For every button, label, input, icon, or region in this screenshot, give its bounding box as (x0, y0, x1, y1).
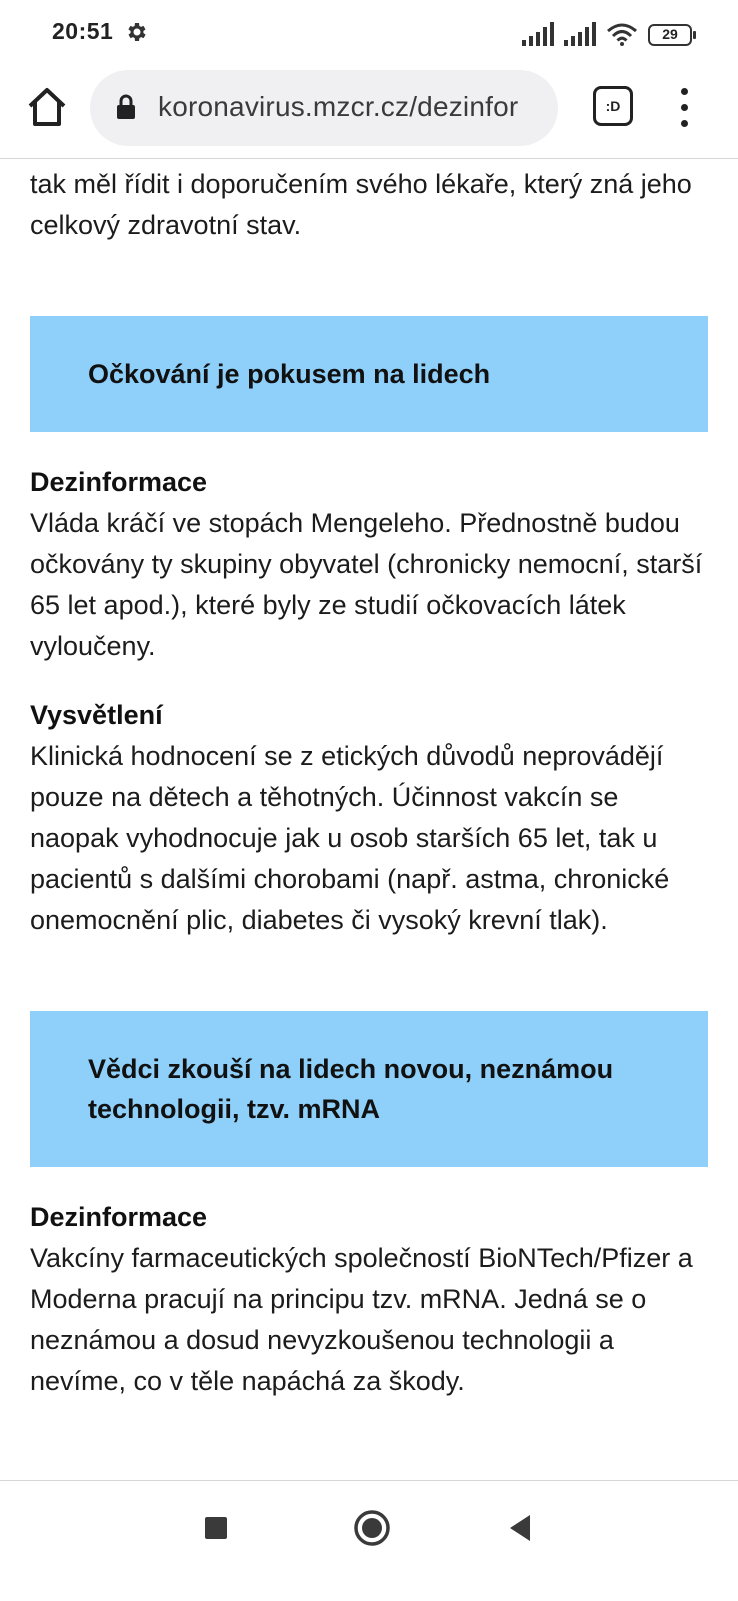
tab-switcher-icon[interactable]: :D (593, 86, 633, 126)
section-heading: Vědci zkouší na lidech novou, neznámou technologii, tzv. mRNA (88, 1054, 614, 1124)
disinfo-label: Dezinformace (30, 1202, 208, 1232)
browser-toolbar (0, 66, 738, 159)
explanation-text: Klinická hodnocení se z etických důvodů neprovádějí pouze na dětech a těhotných. Účinnost vakcín se naopak vyhodnocuje jak u osob starších 65 let, tak u pacientů s dalšími chorobami (např. astma, chronické onemocnění plic, diabetes či vysoký krevní tlak). (30, 741, 670, 935)
url-text: koronavirus.mzcr.cz/dezinfor (158, 91, 519, 122)
signal-icon (522, 22, 554, 46)
explanation-label: Vysvětlení (30, 700, 163, 730)
lock-icon (116, 94, 136, 120)
gear-icon (124, 20, 148, 44)
system-nav-bar (0, 1480, 738, 1601)
back-icon[interactable] (508, 1513, 532, 1543)
battery-icon: 29 (648, 24, 692, 46)
status-time: 20:51 (52, 18, 114, 44)
section-heading: Očkování je pokusem na lidech (88, 359, 491, 389)
home-circle-icon[interactable] (353, 1509, 391, 1547)
myth-heading-banner (30, 316, 708, 432)
article-content (30, 158, 710, 1402)
wifi-icon (606, 22, 638, 46)
intro-text: tak měl řídit i doporučením svého lékaře, který zná jeho celkový zdravotní stav. (30, 169, 692, 240)
signal-icon (564, 22, 596, 46)
recent-apps-icon[interactable] (205, 1517, 227, 1539)
status-icons (522, 20, 692, 46)
home-icon[interactable] (24, 84, 70, 130)
disinfo-text: Vakcíny farmaceutických společností BioNTech/Pfizer a Moderna pracují na principu tzv. mRNA. Jedná se o neznámou a dosud nevyzkoušenou technologii a nevíme, co v těle napáchá za škody. (30, 1243, 693, 1396)
address-bar[interactable] (90, 70, 558, 146)
more-vert-icon[interactable] (670, 88, 700, 128)
disinfo-label: Dezinformace (30, 467, 208, 497)
disinfo-text: Vláda kráčí ve stopách Mengeleho. Přednostně budou očkovány ty skupiny obyvatel (chronicky nemocní, starší 65 let apod.), které byly ze studií očkovacích látek vyloučeny. (30, 508, 703, 661)
myth-heading-banner (30, 1011, 708, 1167)
status-bar (0, 0, 738, 66)
